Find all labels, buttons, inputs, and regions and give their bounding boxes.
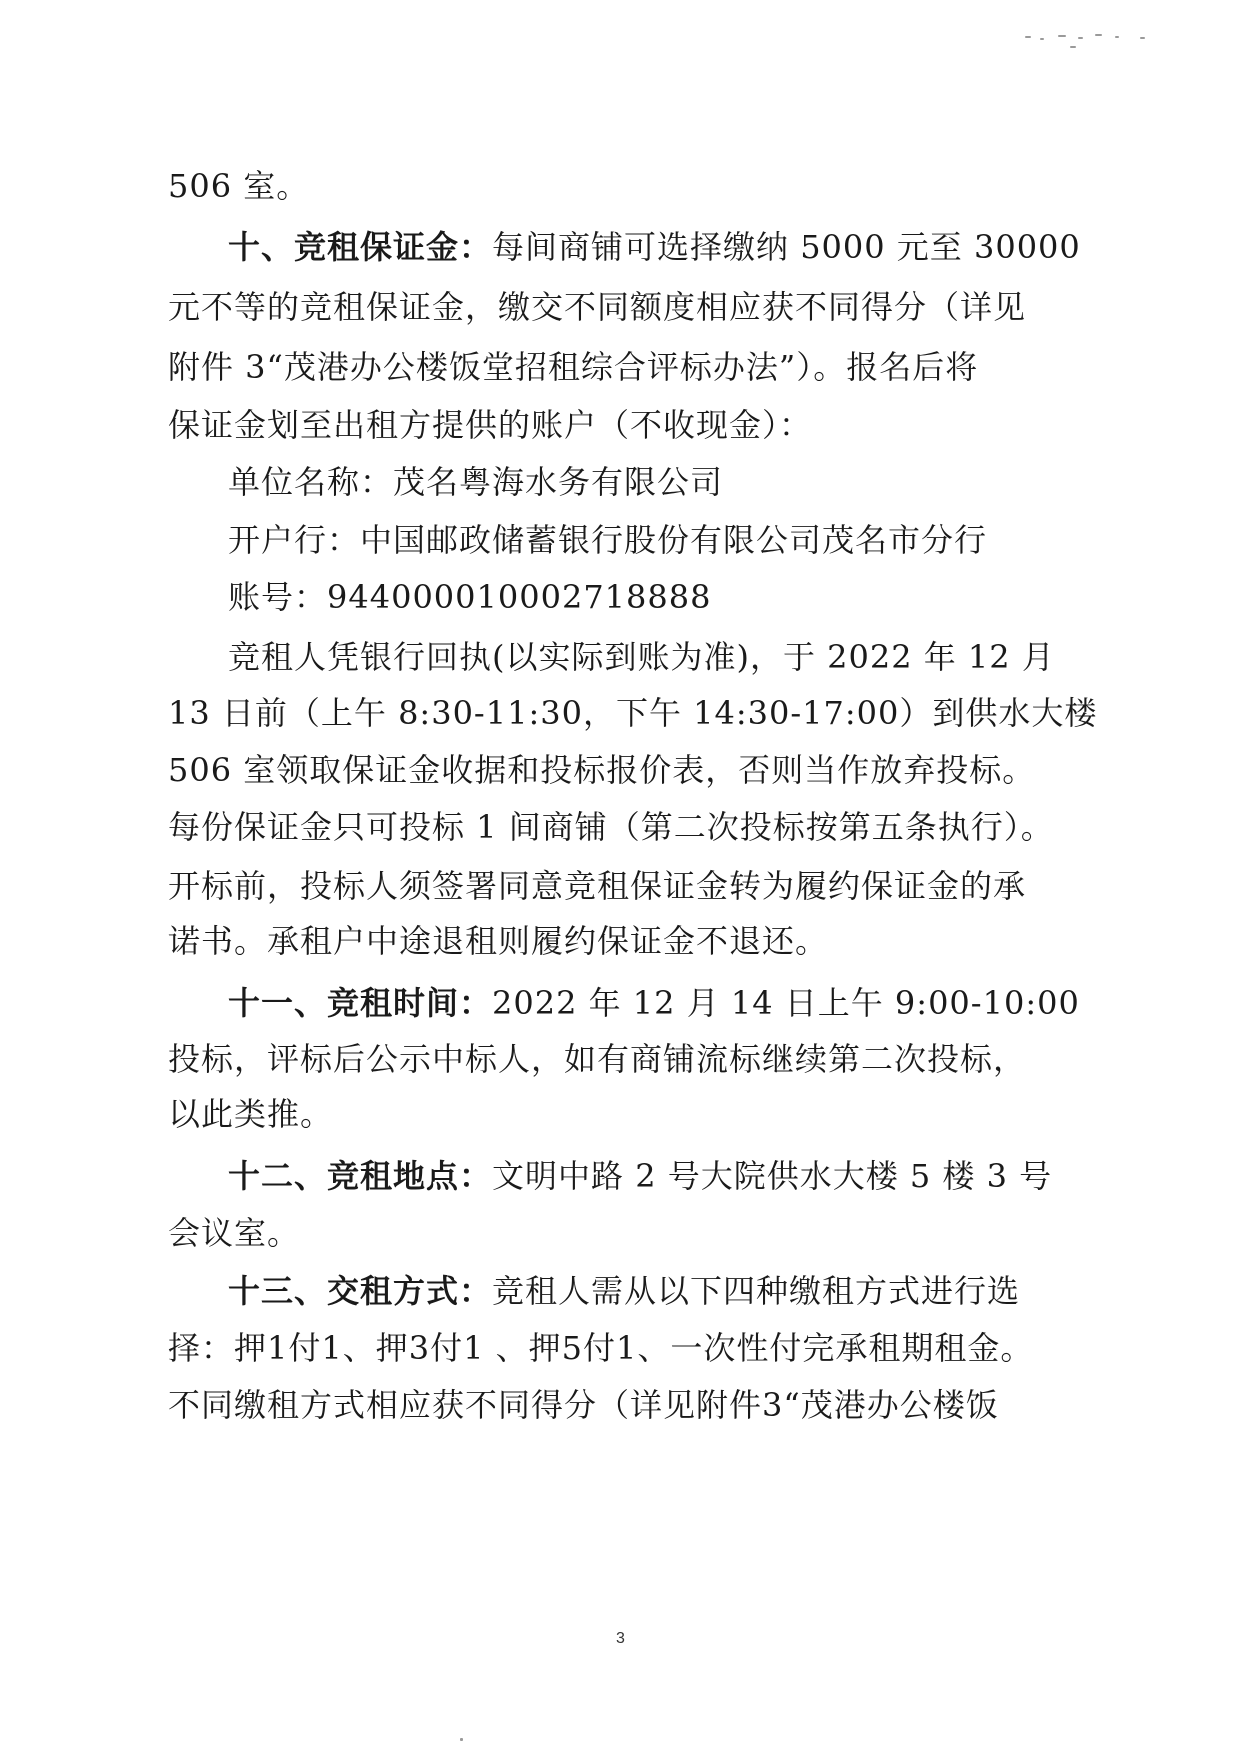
- section-heading: 十、竞租保证金：: [228, 228, 493, 266]
- text-line-14: 诺书。承租户中途退租则履约保证金不退还。: [168, 922, 829, 960]
- text-line-22: 不同缴租方式相应获不同得分（详见附件3“茂港办公楼饭: [168, 1386, 999, 1424]
- bank-line: 开户行：中国邮政储蓄银行股份有限公司茂名市分行: [228, 521, 988, 559]
- text-line-16: 投标，评标后公示中标人，如有商铺流标继续第二次投标，: [168, 1040, 1027, 1078]
- text-line-13: 开标前，投标人须签署同意竞租保证金转为履约保证金的承: [168, 867, 1027, 905]
- text-line-4: 附件 3“茂港办公楼饭堂招租综合评标办法”）。报名后将: [168, 348, 979, 386]
- section-10-line-1: 十、竞租保证金：每间商铺可选择缴纳 5000 元至 30000: [228, 228, 1081, 266]
- section-heading: 十二、竞租地点：: [228, 1157, 493, 1195]
- text-line-1: 506 室。: [168, 167, 310, 205]
- page-number: 3: [616, 1630, 625, 1647]
- text-line-21: 择：押1付1、押3付1 、押5付1、一次性付完承租期租金。: [168, 1329, 1034, 1367]
- text-line-19: 会议室。: [168, 1214, 301, 1252]
- scan-speck: [1025, 36, 1031, 38]
- text-line-12: 每份保证金只可投标 1 间商铺（第二次投标按第五条执行）。: [168, 808, 1054, 846]
- section-12-line-1: 十二、竞租地点：文明中路 2 号大院供水大楼 5 楼 3 号: [228, 1157, 1053, 1195]
- text-line-3: 元不等的竞租保证金，缴交不同额度相应获不同得分（详见: [168, 288, 1027, 326]
- text-line-10: 13 日前（上午 8:30-11:30，下午 14:30-17:00）到供水大楼: [168, 694, 1098, 732]
- scan-speck: [1078, 37, 1083, 39]
- scan-speck: [460, 1738, 463, 1741]
- section-heading: 十一、竞租时间：: [228, 984, 493, 1022]
- text-line-5: 保证金划至出租方提供的账户（不收现金）：: [168, 406, 813, 444]
- section-heading: 十三、交租方式：: [228, 1272, 493, 1310]
- text-line-9: 竞租人凭银行回执(以实际到账为准)，于 2022 年 12 月: [228, 638, 1055, 676]
- section-11-line-1: 十一、竞租时间：2022 年 12 月 14 日上午 9:00-10:00: [228, 984, 1080, 1022]
- section-13-line-1: 十三、交租方式：竞租人需从以下四种缴租方式进行选: [228, 1272, 1021, 1310]
- text-line-17: 以此类推。: [168, 1095, 334, 1133]
- scan-speck: [1140, 37, 1145, 39]
- scan-speck: [1058, 35, 1066, 37]
- text-line-11: 506 室领取保证金收据和投标报价表，否则当作放弃投标。: [168, 751, 1036, 789]
- scan-speck: [1115, 36, 1119, 38]
- scan-speck: [1095, 34, 1102, 36]
- scan-speck: [1040, 38, 1044, 40]
- account-name-line: 单位名称：茂名粤海水务有限公司: [228, 463, 724, 501]
- account-number-line: 账号：944000010002718888: [228, 578, 712, 616]
- scan-speck: [1070, 46, 1076, 48]
